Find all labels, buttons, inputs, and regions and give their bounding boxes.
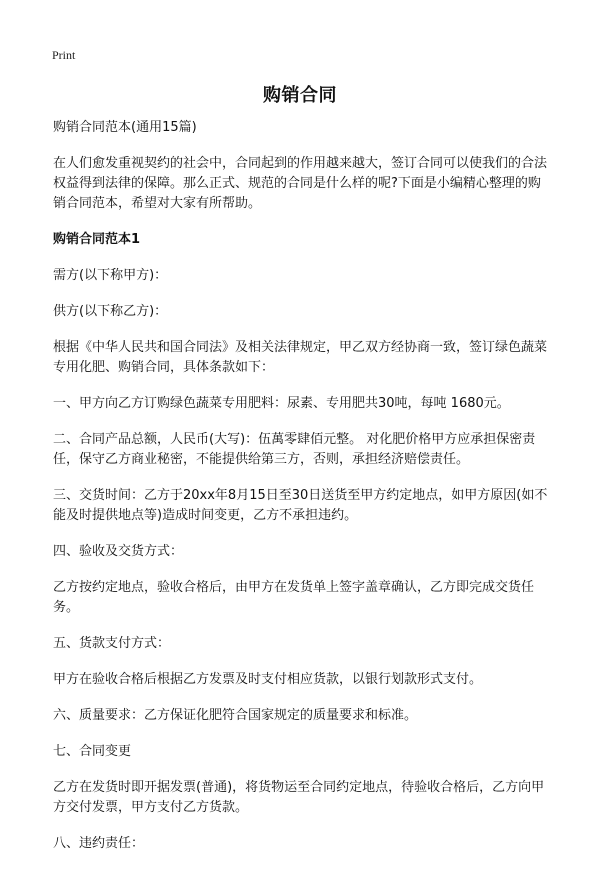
clause-7-body: 乙方在发货时即开据发票(普通)，将货物运至合同约定地点，待验收合格后，乙方向甲方交付发票，甲方支付乙方货款。 — [53, 780, 545, 815]
clause-5-body: 甲方在验收合格后根据乙方发票及时支付相应货款，以银行划款形式支付。 — [53, 672, 483, 687]
paragraph-subtitle: 购销合同范本(通用15篇) — [53, 120, 197, 135]
clause-6: 六、质量要求：乙方保证化肥符合国家规定的质量要求和标准。 — [53, 708, 418, 723]
clause-3: 三、交货时间：乙方于20xx年8月15日至30日送货至甲方约定地点，如甲方原因(如不能及时提供地点等)造成时间变更，乙方不承担违约。 — [53, 488, 548, 523]
section-heading: 购销合同范本1 — [53, 232, 141, 247]
print-link[interactable]: Print — [52, 48, 76, 62]
paragraph-buyer: 需方(以下称甲方)： — [53, 268, 168, 283]
clause-1: 一、甲方向乙方订购绿色蔬菜专用肥料：尿素、专用肥共30吨，每吨 1680元。 — [53, 396, 510, 411]
clause-4-heading: 四、验收及交货方式： — [53, 544, 184, 559]
clause-7-heading: 七、合同变更 — [53, 744, 132, 759]
document-body — [53, 118, 553, 870]
page-title: 购销合同 — [263, 85, 337, 106]
clause-2: 二、合同产品总额，人民币(大写)：伍萬零肆佰元整。 对化肥价格甲方应承担保密责任，保守乙方商业秘密，不能提供给第三方，否则，承担经济赔偿责任。 — [53, 432, 536, 467]
clause-4-body: 乙方按约定地点，验收合格后，由甲方在发货单上签字盖章确认，乙方即完成交货任务。 — [53, 580, 535, 615]
paragraph-intro: 在人们愈发重视契约的社会中，合同起到的作用越来越大，签订合同可以使我们的合法权益得到法律的保障。那么正式、规范的合同是什么样的呢?下面是小编精心整理的购销合同范本，希望对大家有所帮助。 — [53, 156, 548, 211]
paragraph-seller: 供方(以下称乙方)： — [53, 304, 168, 319]
clause-5-heading: 五、货款支付方式： — [53, 636, 171, 651]
paragraph-preamble: 根据《中华人民共和国合同法》及相关法律规定，甲乙双方经协商一致，签订绿色蔬菜专用化肥、购销合同，具体条款如下： — [53, 340, 548, 375]
clause-8-heading: 八、违约责任： — [53, 836, 145, 851]
